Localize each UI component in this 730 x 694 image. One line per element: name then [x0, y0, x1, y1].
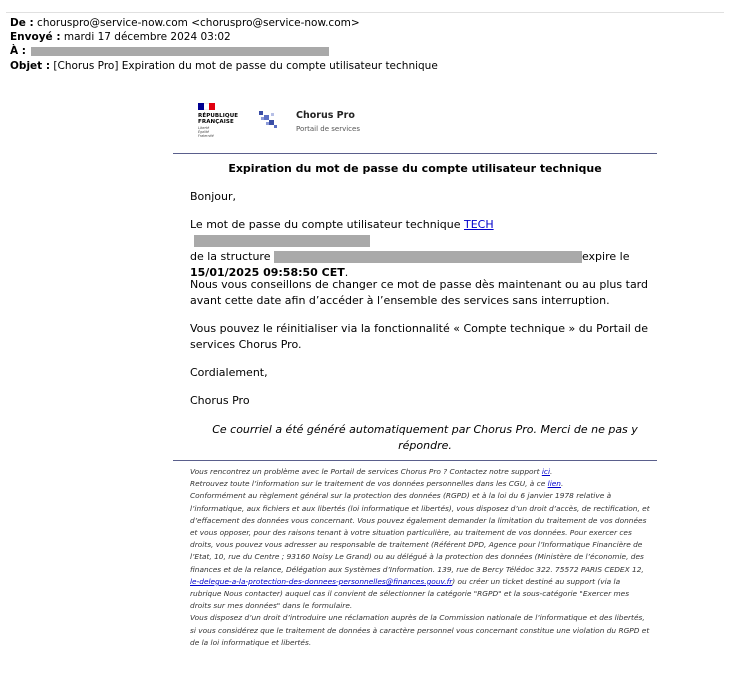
- redacted-recipient: [31, 47, 329, 56]
- bottom-rule: [173, 460, 657, 461]
- sent-row: [10, 30, 231, 44]
- footer-rgpd: Conformément au règlement général sur la protection des données (RGPD) et à la loi du 6 janvier 1978 relative à l’informatique, aux fichiers et aux libertés (loi informatique et libertés), vous disposez d’un droit d’accès, de rectification, et d’effacement des données vous concernant. Vous pouvez également demander la limitation du traitement de vos données et vous opposer, pour des raisons tenant à votre situation particulière, au traitement de vos données. Pour exercer ces droits, vous pouvez vous adresser au responsable de traitement (Référent DPD, Agence pour l’Informatique Financière de l’Etat, 10, rue du Centre ; 93160 Noisy Le Grand) ou au délégué à la protection des données (Ministère de l’économie, des finances et de la relance, Délégation aux Systèmes d’Information. 139, rue de Bercy Télédoc 322. 75572 PARIS CEDEX 12, le-delegue-a-la-protection-des-donnees-personnelles@finances.gouv.fr) ou créer un ticket destiné au support (via la rubrique Nous contacter) auquel cas il convient de sélectionner la catégorie "RGPD" et la sous-catégorie "Exercer mes droits sur mes données" dans le formulaire.: [190, 491, 650, 611]
- sent-value: mardi 17 décembre 2024 03:02: [63, 31, 231, 43]
- paragraph-reset: Vous pouvez le réinitialiser via la fonctionnalité « Compte technique » du Portail de services Chorus Pro.: [190, 322, 649, 351]
- closing: Cordialement,: [190, 366, 268, 379]
- signature: Chorus Pro: [190, 394, 250, 407]
- chorus-pro-logo: [197, 103, 397, 141]
- auto-generated-notice: Ce courriel a été généré automatiquement par Chorus Pro. Merci de ne pas y répondre.: [212, 423, 638, 452]
- email-title: Expiration du mot de passe du compte utilisateur technique: [228, 162, 602, 175]
- header-divider: [6, 12, 724, 13]
- greeting: Bonjour,: [190, 190, 237, 203]
- subject-row: [10, 59, 438, 73]
- french-flag-icon: [198, 103, 215, 110]
- dpo-email-link[interactable]: le-delegue-a-la-protection-des-donnees-personnelles@finances.gouv.fr: [190, 576, 453, 586]
- expiry-date: 15/01/2025 09:58:50 CET: [190, 266, 345, 279]
- to-label: À :: [10, 45, 26, 57]
- chorus-pro-mark-icon: [257, 108, 279, 130]
- legal-footer: [190, 466, 652, 649]
- subject-label: Objet :: [10, 60, 51, 72]
- top-rule: [173, 153, 657, 154]
- cgu-link[interactable]: lien: [547, 479, 561, 489]
- republic-motto: Liberté Égalité Fraternité: [198, 126, 214, 138]
- support-link[interactable]: ici: [541, 467, 550, 476]
- sent-label: Envoyé :: [10, 31, 61, 43]
- brand-name: Chorus Pro: [296, 110, 355, 121]
- redacted-structure: [274, 251, 582, 263]
- subject-value: [Chorus Pro] Expiration du mot de passe du compte utilisateur technique: [53, 60, 438, 72]
- from-value[interactable]: choruspro@service-now.com <choruspro@service-now.com>: [37, 17, 360, 29]
- footer-cnil: Vous disposez d’un droit d’introduire une réclamation auprès de la Commission nationale de l’informatique et des libertés, si vous considérez que le traitement de données à caractère personnel vous concernant constitue une violation du RGPD et de la loi informatique et libertés.: [190, 613, 650, 647]
- republique-francaise-label: RÉPUBLIQUE FRANÇAISE: [198, 113, 239, 125]
- footer-support: Vous rencontrez un problème avec le Portail de services Chorus Pro ? Contactez notre support ici.: [190, 467, 553, 476]
- from-row: [10, 16, 360, 30]
- from-label: De :: [10, 17, 34, 29]
- brand-subtitle: Portail de services: [296, 125, 360, 133]
- paragraph-expiry: Le mot de passe du compte utilisateur technique TECH de la structure expire le 15/01/2025 09:58:50 CET.: [190, 218, 630, 279]
- redacted-account-id: [194, 235, 370, 247]
- tech-account-link[interactable]: TECH: [464, 218, 494, 231]
- to-row: [10, 44, 329, 58]
- footer-cgu: Retrouvez toute l’information sur le traitement de vos données personnelles dans les CGU, à ce lien.: [190, 479, 564, 489]
- paragraph-advice: Nous vous conseillons de changer ce mot de passe dès maintenant ou au plus tard avant cette date afin d’accéder à l’ensemble des services sans interruption.: [190, 278, 648, 307]
